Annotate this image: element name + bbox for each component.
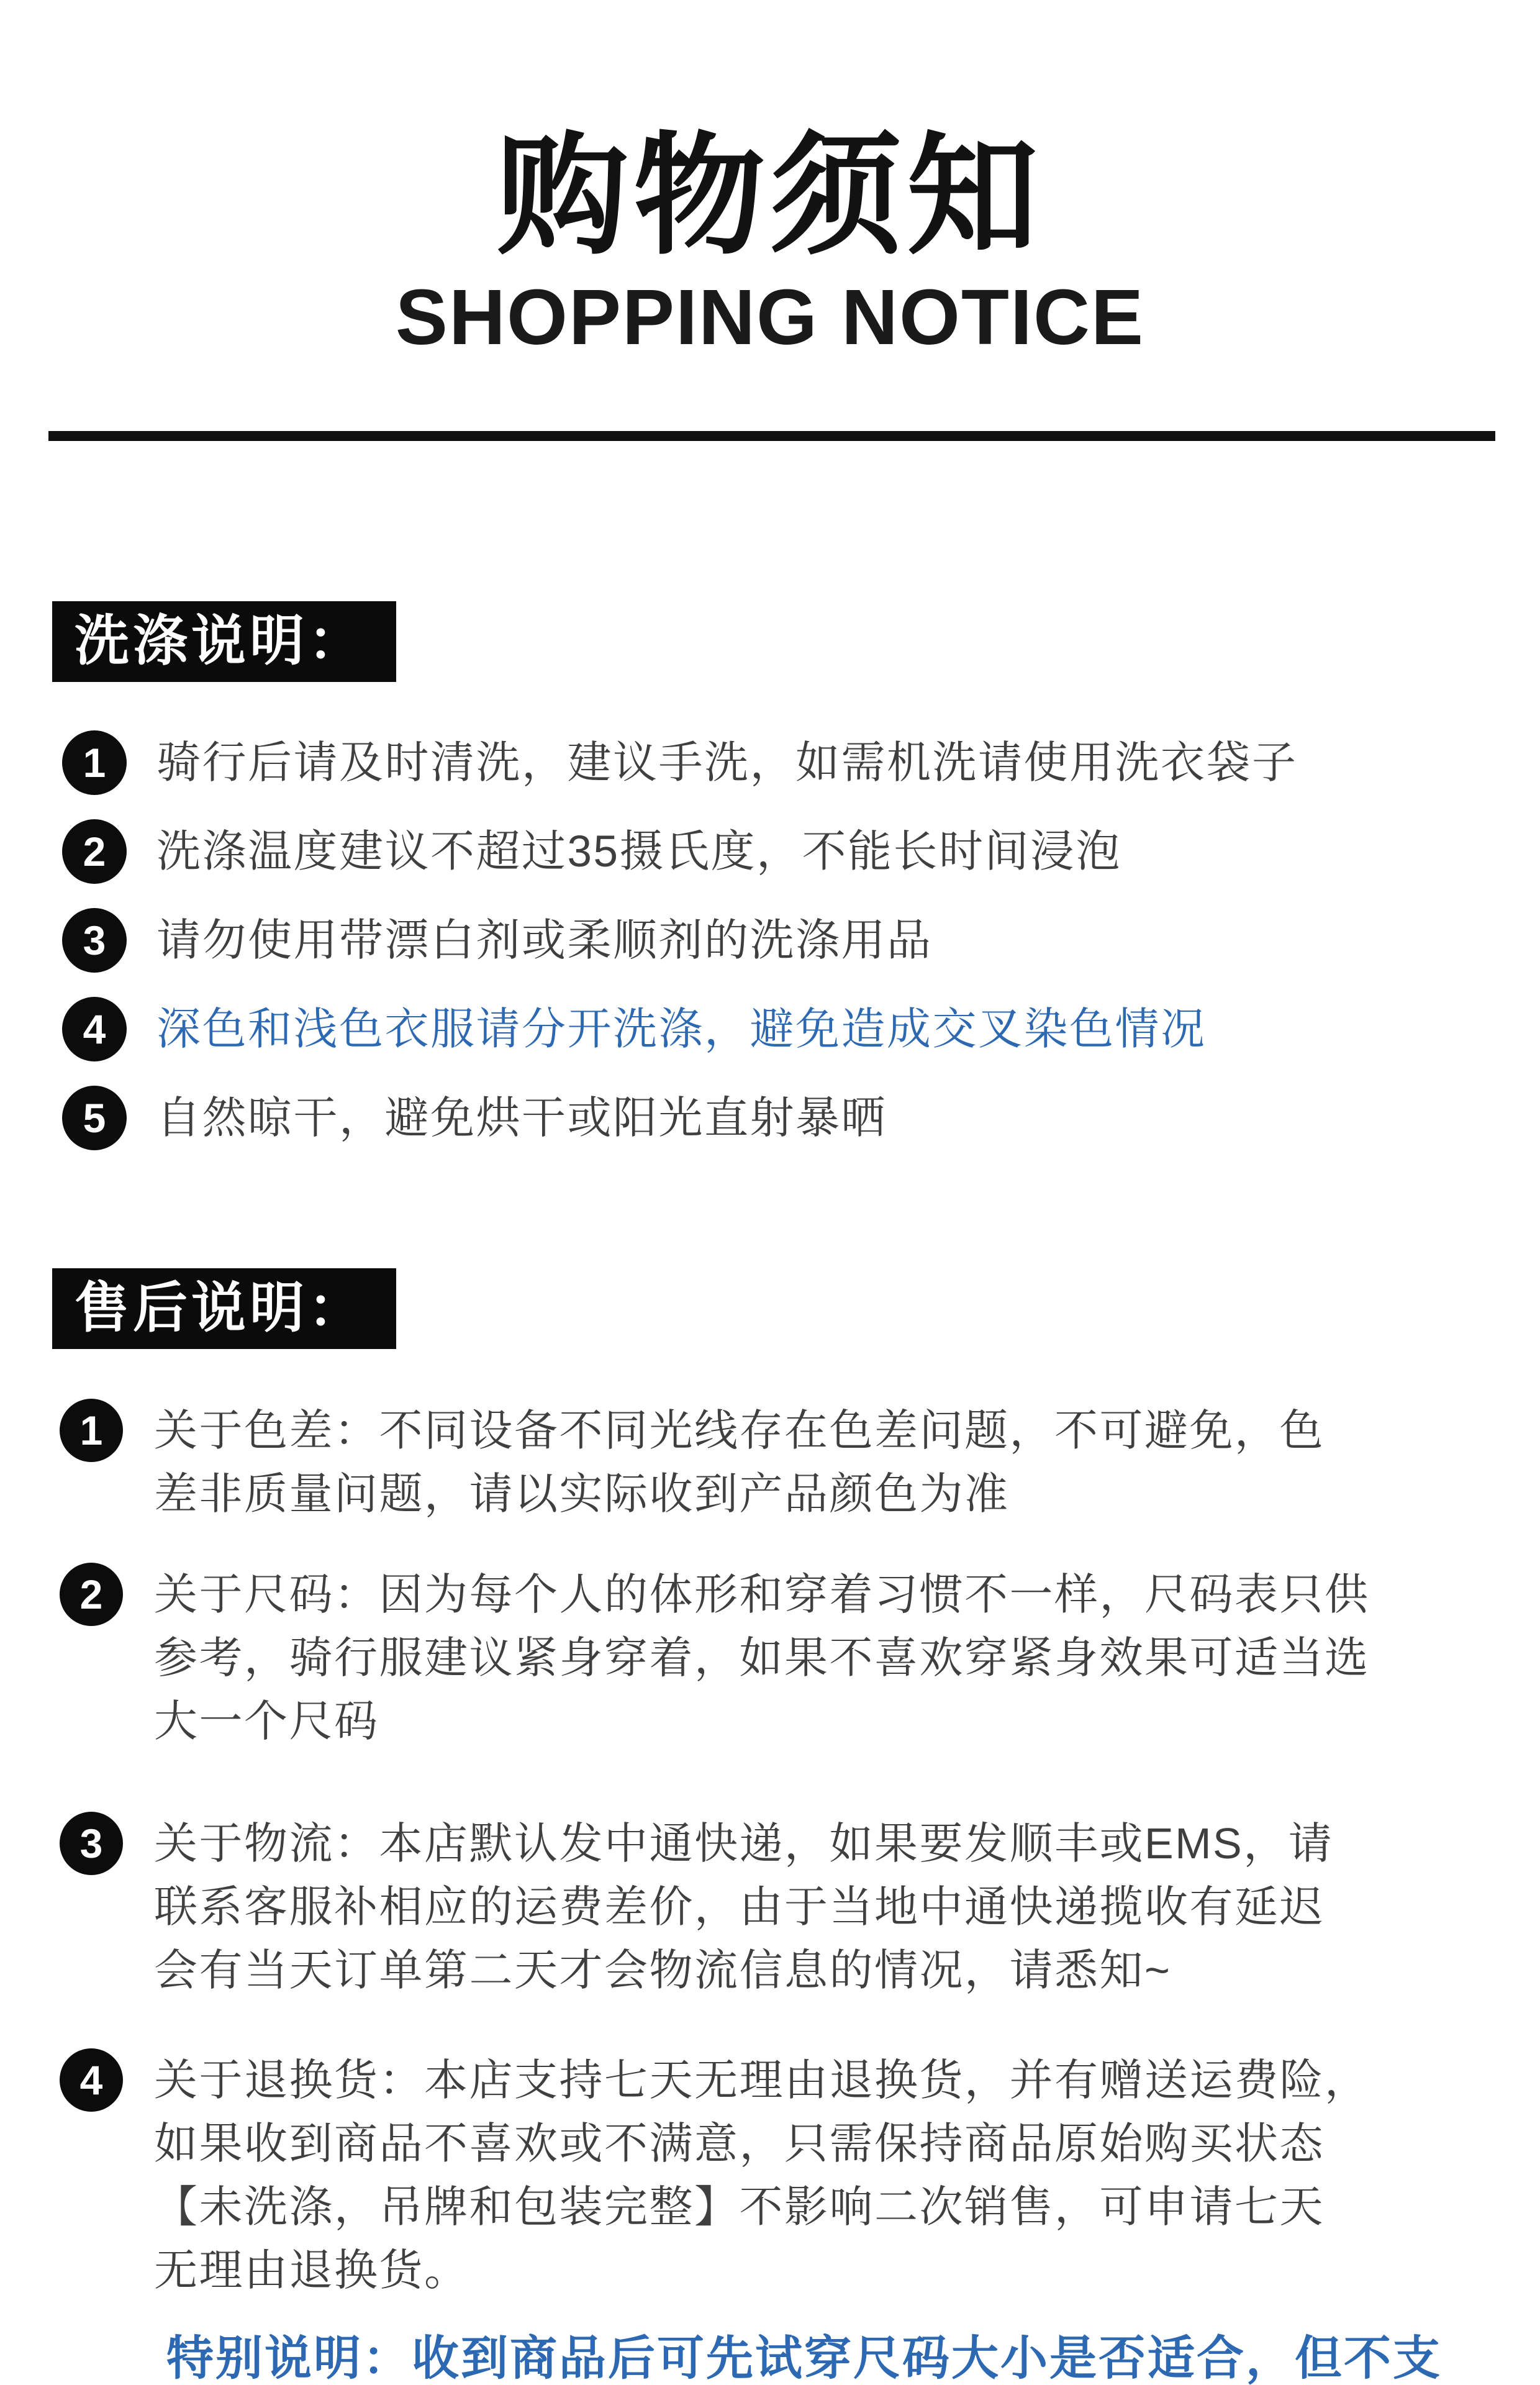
page-header (0, 0, 1540, 361)
text-line: 参考，骑行服建议紧身穿着，如果不喜欢穿紧身效果可适当选 (154, 1633, 1370, 1682)
item-number-badge: 5 (62, 1086, 127, 1150)
aftersale-item-text (154, 1399, 1325, 1525)
washing-section (0, 601, 1540, 1150)
text-line: 关于物流：本店默认发中通快递，如果要发顺丰或EMS，请 (154, 1819, 1334, 1868)
washing-item-text: 骑行后请及时清洗，建议手洗，如需机洗请使用洗衣袋子 (156, 738, 1298, 788)
text-line: 关于尺码：因为每个人的体形和穿着习惯不一样，尺码表只供 (154, 1570, 1370, 1619)
item-number-badge: 2 (62, 819, 127, 884)
aftersale-item-text (154, 2048, 1370, 2302)
washing-item-text: 自然晾干，避免烘干或阳光直射暴晒 (156, 1093, 887, 1143)
list-item (60, 1399, 1540, 1525)
text-line: 【未洗涤，吊牌和包装完整】不影响二次销售，可申请七天 (154, 2183, 1325, 2231)
list-item (62, 908, 1540, 973)
text-line: 会有当天订单第二天才会物流信息的情况，请悉知~ (154, 1946, 1172, 1994)
list-item (62, 730, 1540, 795)
content-divider (48, 431, 1495, 441)
text-line: 如果收到商品不喜欢或不满意，只需保持商品原始购买状态 (154, 2119, 1325, 2168)
list-item (62, 1086, 1540, 1150)
aftersale-section (0, 1268, 1540, 2302)
text-line: 大一个尺码 (154, 1697, 379, 1745)
item-number-badge: 3 (62, 908, 127, 973)
item-number-badge: 4 (62, 997, 127, 1061)
text-line: 关于色差：不同设备不同光线存在色差问题，不可避免，色 (154, 1406, 1325, 1455)
text-line: 无理由退换货。 (154, 2246, 469, 2294)
text-line: 关于退换货：本店支持七天无理由退换货，并有赠送运费险， (154, 2056, 1370, 2104)
text-line: 差非质量问题，请以实际收到产品颜色为准 (154, 1470, 1010, 1518)
list-item (62, 819, 1540, 884)
washing-item-text-highlighted: 深色和浅色衣服请分开洗涤，避免造成交叉染色情况 (156, 1004, 1207, 1054)
aftersale-section-header: 售后说明： (52, 1268, 396, 1349)
page-subtitle: SHOPPING NOTICE (395, 273, 1145, 361)
item-number-badge: 1 (62, 730, 127, 795)
washing-section-header: 洗涤说明： (52, 601, 396, 682)
item-number-badge: 2 (60, 1563, 123, 1626)
list-item (60, 2048, 1540, 2302)
washing-list (62, 730, 1540, 1150)
list-item (60, 1812, 1540, 2002)
text-line: 联系客服补相应的运费差价，由于当地中通快递揽收有延迟 (154, 1883, 1325, 1931)
list-item (62, 997, 1540, 1061)
aftersale-item-text (154, 1563, 1370, 1753)
item-number-badge: 3 (60, 1812, 123, 1875)
special-note: 特别说明：收到商品后可先试穿尺码大小是否适合，但不支 (166, 2332, 1442, 2385)
washing-item-text: 洗涤温度建议不超过35摄氏度，不能长时间浸泡 (156, 827, 1121, 876)
washing-item-text: 请勿使用带漂白剂或柔顺剂的洗涤用品 (156, 915, 933, 965)
list-item (60, 1563, 1540, 1753)
aftersale-list (60, 1399, 1540, 2302)
item-number-badge: 1 (60, 1399, 123, 1462)
page-title: 购物须知 (497, 122, 1043, 270)
aftersale-item-text (154, 1812, 1333, 2002)
item-number-badge: 4 (60, 2048, 123, 2112)
